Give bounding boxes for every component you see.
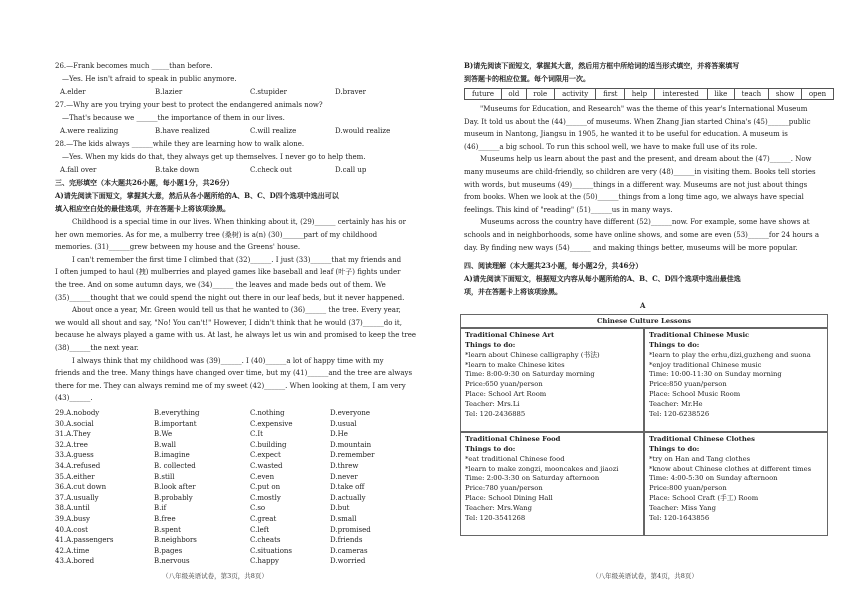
passage-line: many museums are child-friendly, so children are very (48)______in visiting them. Books tell stories	[464, 168, 816, 176]
option: B.look after	[154, 483, 196, 492]
passage-line: museum in Nantong, Jiangsu in 1905, he wanted it to be useful for education. A museum is	[464, 130, 788, 139]
option: D.usual	[330, 419, 357, 428]
passage-line: from books. When we look at the (50)______things from a long time ago, we always have special	[464, 193, 804, 202]
section-4-instructions-2: 项，并在答题卡上将该项涂黑。	[464, 287, 562, 296]
option: 32.A.tree	[55, 440, 88, 449]
option: B.everything	[154, 409, 200, 417]
word-bank-item: first	[596, 89, 625, 100]
option: D.everyone	[330, 409, 370, 417]
lesson-l2: *learn to make Chinese kites	[465, 360, 565, 369]
option: C.put on	[250, 483, 281, 492]
option: C.building	[250, 440, 287, 449]
option: 43.A.bored	[55, 557, 95, 566]
option: 41.A.passengers	[55, 536, 114, 545]
page-footer: （八年级英语试卷，第4页，共8页）	[592, 572, 698, 581]
lesson-card	[644, 432, 828, 536]
word-bank-item: like	[707, 89, 734, 100]
option: 34.A.refused	[55, 462, 101, 470]
lesson-l2: *enjoy traditional Chinese music	[649, 360, 762, 369]
right-page	[430, 0, 860, 595]
word-bank-item: activity	[554, 89, 596, 100]
option: D.small	[330, 515, 357, 523]
lesson-tel: Tel: 120-1643856	[649, 513, 710, 522]
lesson-price: Price:650 yuan/person	[465, 380, 543, 389]
word-bank-item: show	[769, 89, 802, 100]
question-26-reply: —Yes. He isn't afraid to speak in public anymore.	[62, 75, 237, 83]
passage-line: Childhood is a special time in our lives. When thinking about it, (29)______ certainly has his or	[72, 218, 406, 226]
lesson-card	[644, 328, 828, 432]
lesson-l1: *learn about Chinese calligraphy (书法)	[465, 350, 600, 359]
question-26-options	[60, 88, 440, 98]
word-bank-item: interested	[654, 89, 707, 100]
passage-line: day. By finding new ways (54)______ and making things better, museums will be more popular.	[464, 243, 798, 252]
option: C.cheats	[250, 536, 281, 545]
option: B.important	[154, 419, 197, 428]
option: D.actually	[330, 493, 366, 502]
question-28-reply: —Yes. When my kids do that, they always get up themselves. I never go to help them.	[62, 153, 366, 161]
passage-line: I often jumped to haul (拽) mulberries and played games like baseball and leaf (叶子) fights under	[55, 268, 401, 277]
option: D.would realize	[335, 127, 391, 135]
passage-line: (35)______thought that we could spend the night out there in our leaf beds, but it never happened.	[55, 293, 405, 302]
passage-line: Museums across the country have different (52)______now. For example, some have shows at	[480, 218, 810, 227]
lesson-place: Place: School Music Room	[649, 390, 741, 399]
section-3-instructions-2: 填入相应空白处的最佳选项，并在答题卡上将该项涂黑。	[55, 204, 230, 213]
option: 35.A.either	[55, 472, 95, 481]
passage-line: Day. It told us about the (44)______of museums. When Zhang Jian started China's (45)______public	[464, 117, 811, 126]
option: A.were realizing	[60, 127, 119, 135]
lesson-teacher: Teacher: Mrs.Wang	[465, 503, 533, 512]
lesson-time: Time: 8:00-9:30 on Saturday morning	[465, 370, 595, 379]
option: 38.A.until	[55, 504, 90, 513]
lesson-card	[460, 328, 644, 432]
option: D.remember	[330, 451, 375, 460]
lesson-price: Price:850 yuan/person	[649, 380, 727, 389]
lesson-l2: *know about Chinese clothes at different times	[649, 464, 812, 473]
option: C.so	[250, 504, 266, 513]
lesson-todo: Things to do:	[649, 444, 700, 453]
option: 39.A.busy	[55, 515, 90, 523]
lesson-l1: *try on Han and Tang clothes	[649, 454, 751, 463]
section-3-instructions: A)请先阅读下面短文，掌握其大意，然后从各小题所给的A、B、C、D四个选项中选出可以	[55, 191, 339, 200]
option: C.left	[250, 525, 270, 534]
section-b-instructions-2: 到答题卡的相应位置。每个词限用一次。	[464, 74, 590, 83]
option: D.braver	[335, 88, 367, 96]
lesson-teacher: Teacher: Miss Yang	[649, 503, 716, 512]
passage-line: feelings. This kind of "reading" (51)______us in many ways.	[464, 205, 673, 214]
passage-line: I always think that my childhood was (39)______. I (40)______a lot of happy time with my	[72, 356, 384, 365]
lesson-todo: Things to do:	[465, 444, 516, 453]
lesson-tel: Tel: 120-3541268	[465, 513, 526, 522]
lesson-time: Time: 10:00-11:30 on Sunday morning	[649, 370, 782, 379]
lesson-time: Time: 2:00-3:30 on Saturday afternoon	[465, 474, 600, 483]
option: C.great	[250, 515, 277, 523]
option: B.spent	[154, 525, 181, 534]
option: C.expensive	[250, 419, 293, 428]
option: B. collected	[154, 462, 196, 470]
lesson-teacher: Teacher: Mrs.Li	[465, 399, 520, 408]
question-28: 28.—The kids always ______while they are learning how to walk alone.	[55, 140, 305, 148]
lesson-name: Traditional Chinese Clothes	[649, 435, 755, 443]
option: D.never	[330, 472, 358, 481]
lesson-tel: Tel: 120-6238526	[649, 409, 710, 418]
word-bank-item: old	[502, 89, 527, 100]
option: D.He	[330, 430, 348, 439]
option: 29.A.nobody	[55, 409, 100, 417]
passage-line: with words, but museums (49)______things in a different way. Museums are not just about things	[464, 180, 808, 189]
section-b-instructions: B)请先阅读下面短文，掌握其大意，然后用方框中所给词的适当形式填空，并将答案填写	[464, 61, 740, 70]
lesson-todo: Things to do:	[649, 340, 700, 349]
lesson-l1: *learn to play the erhu,dizi,guzheng and suona	[649, 350, 811, 359]
question-28-options	[60, 166, 440, 176]
lesson-price: Price:780 yuan/person	[465, 484, 543, 493]
option: B.if	[154, 504, 167, 513]
option: A.elder	[60, 88, 86, 96]
lesson-tel: Tel: 120-2436885	[465, 409, 526, 418]
option: D.worried	[330, 557, 366, 566]
option: 37.A.usually	[55, 493, 99, 502]
passage-line: I can't remember the first time I climbed that (32)______. I just (33)______that my friends and	[72, 255, 402, 264]
option: C.even	[250, 472, 275, 481]
passage-line: friends and the tree. Many things have changed over time, but my (41)______and the tree are always	[55, 369, 413, 378]
option: C.It	[250, 430, 263, 439]
lessons-table-title: Chinese Culture Lessons	[460, 314, 828, 328]
lesson-l2: *learn to make zongzi, mooncakes and jiaozi	[465, 464, 619, 473]
option: 30.A.social	[55, 419, 94, 428]
lesson-todo: Things to do:	[465, 340, 516, 349]
word-bank-item: open	[802, 89, 834, 100]
option: C.happy	[250, 557, 279, 566]
passage-line: (43)______.	[55, 394, 93, 403]
word-bank	[464, 88, 834, 100]
passage-line: (46)______a big school. To run this school well, we have to make full use of its role.	[464, 142, 758, 151]
option: B.have realized	[155, 127, 210, 135]
option: B.nervous	[154, 557, 190, 566]
word-bank-item: help	[625, 89, 655, 100]
option: C.will realize	[250, 127, 297, 135]
option: B.wall	[154, 440, 177, 449]
passage-line: her own memories. As for me, a mulberry tree (桑树) is a(n) (30)______part of my childhood	[55, 230, 378, 239]
option: D.take off	[330, 483, 365, 492]
passage-line: About once a year, Mr. Green would tell us that he wanted to (36)______ the tree. Every year,	[72, 306, 401, 315]
option: 33.A.guess	[55, 451, 94, 460]
lesson-price: Price:800 yuan/person	[649, 484, 727, 493]
passage-line: because he always played a game with us. At last, he always let us win and promised to keep the tree	[55, 331, 417, 340]
page-footer: （八年级英语试卷，第3页，共8页）	[162, 572, 268, 581]
lesson-name: Traditional Chinese Art	[465, 331, 555, 339]
question-26: 26.—Frank becomes much _____than before.	[55, 62, 213, 70]
passage-line: there for me. They can always remind me of my sweet (42)______. When looking at them, I am very	[55, 381, 406, 390]
option: D.promised	[330, 525, 371, 534]
option: B.imagine	[154, 451, 190, 460]
option: C.check out	[250, 166, 292, 174]
option: 36.A.cut down	[55, 483, 107, 492]
lesson-name: Traditional Chinese Music	[649, 331, 750, 339]
option: 40.A.cost	[55, 525, 88, 534]
question-27: 27.—Why are you trying your best to protect the endangered animals now?	[55, 101, 323, 109]
option: B.take down	[155, 166, 200, 174]
passage-line: "Museums for Education, and Research" was the theme of this year's International Museum	[480, 105, 808, 113]
word-bank-item: role	[526, 89, 554, 100]
passage-line: (38)______the next year.	[55, 344, 139, 352]
option: C.wasted	[250, 462, 283, 470]
option: 42.A.time	[55, 546, 90, 555]
option: D.cameras	[330, 546, 368, 555]
option: D.threw	[330, 462, 359, 470]
lesson-card	[460, 432, 644, 536]
option: B.We	[154, 430, 173, 439]
option: B.free	[154, 515, 176, 523]
option: C.nothing	[250, 409, 285, 417]
word-bank-item: teach	[734, 89, 768, 100]
lesson-teacher: Teacher: Mr.He	[649, 399, 703, 408]
option: D.mountain	[330, 440, 372, 449]
option: B.still	[154, 472, 175, 481]
option: A.fall over	[60, 166, 97, 174]
option: D.but	[330, 504, 350, 513]
word-bank-item: future	[465, 89, 502, 100]
option: B.lazier	[155, 88, 183, 96]
option: C.stupider	[250, 88, 287, 96]
lesson-time: Time: 4:00-5:30 on Sunday afternoon	[649, 474, 778, 483]
lesson-place: Place: School Craft (手工) Room	[649, 494, 759, 503]
passage-line: the tree. And on some autumn days, we (34)______ the leaves and made beds out of them. We	[55, 281, 386, 289]
lesson-l1: *eat traditional Chinese food	[465, 454, 565, 463]
option: D.call up	[335, 166, 367, 174]
option: C.situations	[250, 546, 293, 555]
passage-line: schools and in neighborhoods, some have online shows, and some are even (53)______for 24 hours a	[464, 231, 819, 239]
option: B.probably	[154, 493, 193, 502]
passage-line: we would all shout and say, "No! You can't!" However, I didn't think that he would (37)______do it,	[55, 318, 402, 327]
lesson-place: Place: School Art Room	[465, 390, 547, 399]
section-4-instructions: A)请先阅读下面短文，根据短文内容从每小题所给的A、B、C、D四个选项中选出最佳选	[464, 274, 741, 283]
passage-line: Museums help us learn about the past and the present, and dream about the (47)______. Now	[480, 155, 812, 164]
lesson-name: Traditional Chinese Food	[465, 435, 561, 443]
section-3-title: 三、完形填空（本大题共26小题，每小题1分，共26分）	[55, 178, 234, 187]
option: B.neighbors	[154, 536, 197, 545]
question-27-options	[60, 127, 440, 137]
option: C.mostly	[250, 493, 281, 502]
passage-line: memories. (31)______grew between my house and the Greens' house.	[55, 243, 301, 252]
option: C.expect	[250, 451, 281, 460]
passage-letter: A	[640, 301, 646, 310]
option: B.pages	[154, 546, 183, 555]
question-27-reply: —That's because we ______the importance of them in our lives.	[62, 114, 285, 122]
section-4-title: 四、阅读理解（本大题共23小题，每小题2分，共46分）	[464, 261, 643, 270]
option: D.friends	[330, 536, 363, 545]
option: 31.A.They	[55, 430, 91, 439]
lesson-place: Place: School Dining Hall	[465, 494, 553, 503]
